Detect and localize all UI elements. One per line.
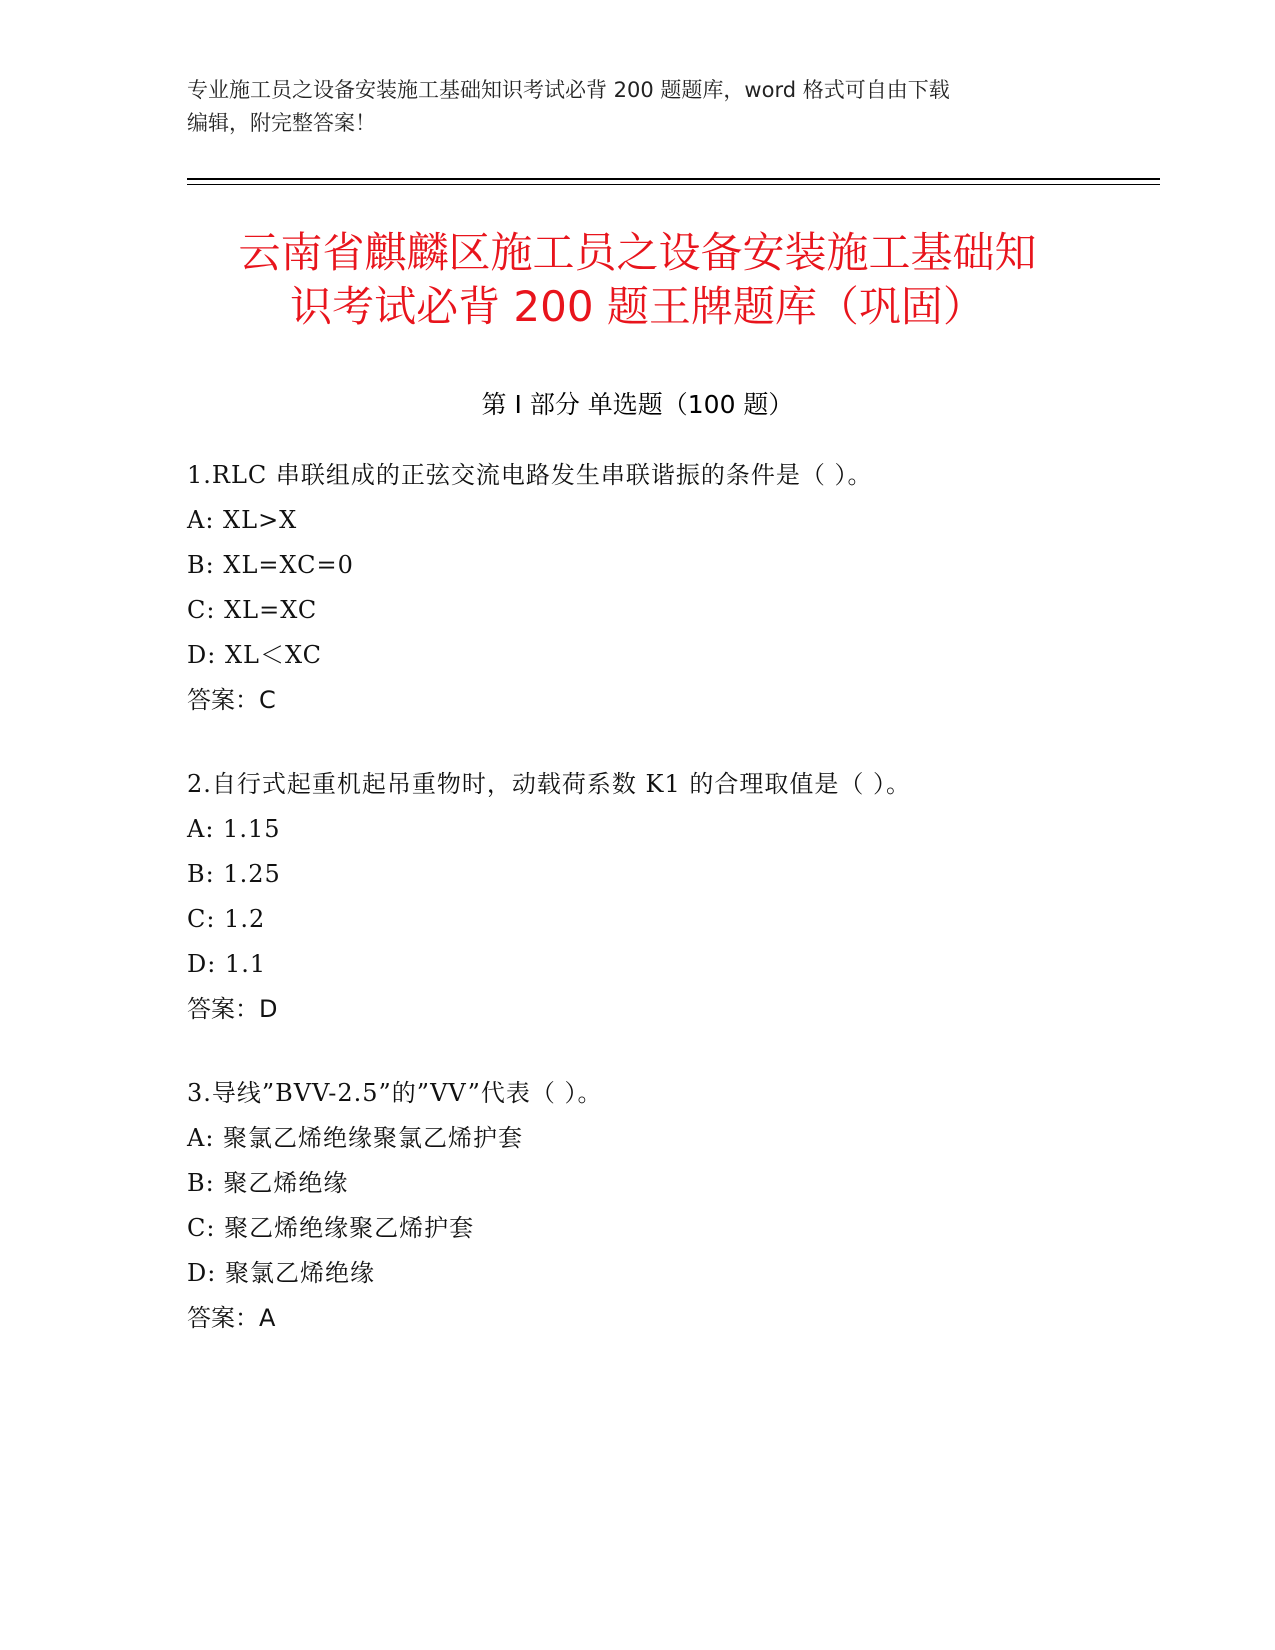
question-block-2 — [187, 762, 1187, 1032]
header-divider-thick — [187, 178, 1160, 180]
question-stem: 2.自行式起重机起吊重物时，动载荷系数 K1 的合理取值是（ ）。 — [187, 770, 911, 798]
option-c: C: XL=XC — [187, 596, 318, 624]
question-block-1 — [187, 453, 1187, 723]
header-note-line-2: 编辑，附完整答案！ — [187, 111, 376, 135]
answer-line: 答案：D — [187, 995, 278, 1023]
document-header-note — [187, 74, 1087, 140]
document-title-line-1: 云南省麒麟区施工员之设备安装施工基础知 — [238, 228, 1037, 277]
question-stem: 1.RLC 串联组成的正弦交流电路发生串联谐振的条件是（ ）。 — [187, 461, 873, 489]
question-stem: 3.导线”BVV-2.5”的”VV”代表（ ）。 — [187, 1079, 603, 1107]
document-title — [150, 226, 1125, 334]
answer-line: 答案：C — [187, 686, 276, 714]
header-divider-thin — [187, 184, 1160, 185]
option-a: A: 1.15 — [187, 815, 281, 843]
option-b: B: 聚乙烯绝缘 — [187, 1169, 349, 1197]
option-d: D: 聚氯乙烯绝缘 — [187, 1259, 375, 1287]
option-b: B: XL=XC=0 — [187, 551, 354, 579]
option-c: C: 1.2 — [187, 905, 266, 933]
header-note-line-1: 专业施工员之设备安装施工基础知识考试必背 200 题题库，word 格式可自由下载 — [187, 78, 950, 102]
option-c: C: 聚乙烯绝缘聚乙烯护套 — [187, 1214, 475, 1242]
section-heading: 第 I 部分 单选题（100 题） — [481, 390, 794, 419]
question-block-3 — [187, 1071, 1187, 1341]
answer-line: 答案：A — [187, 1304, 276, 1332]
option-b: B: 1.25 — [187, 860, 281, 888]
option-a: A: XL>X — [187, 506, 298, 534]
document-title-line-2: 识考试必背 200 题王牌题库（巩固） — [290, 282, 985, 331]
option-a: A: 聚氯乙烯绝缘聚氯乙烯护套 — [187, 1124, 524, 1152]
option-d: D: XL＜XC — [187, 641, 323, 669]
option-d: D: 1.1 — [187, 950, 267, 978]
